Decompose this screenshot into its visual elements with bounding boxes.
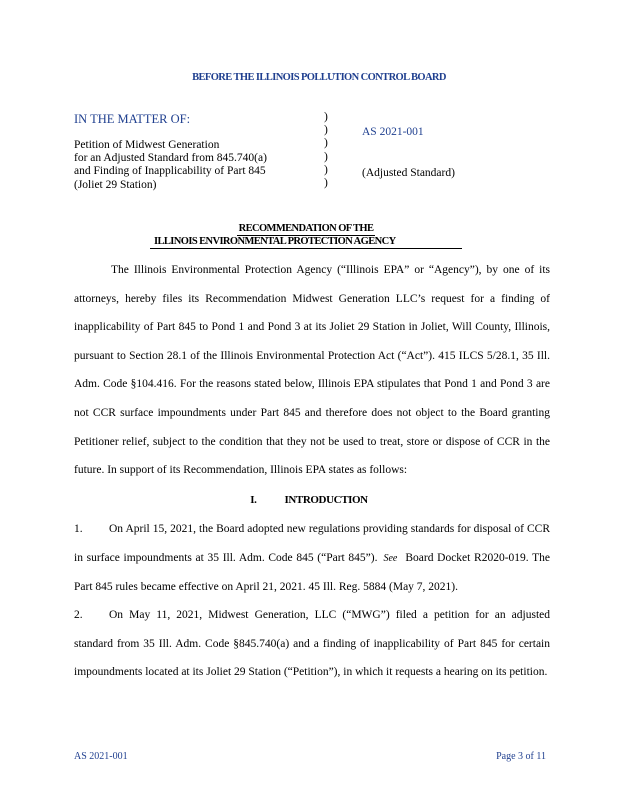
paren: ) xyxy=(324,163,328,176)
intro-paragraph xyxy=(74,256,550,485)
caption-line: Petition of Midwest Generation xyxy=(74,139,220,151)
section-number: I. xyxy=(250,494,257,506)
paren: ) xyxy=(324,176,328,189)
matter-label: IN THE MATTER OF: xyxy=(74,112,191,126)
footer-case-number: AS 2021-001 xyxy=(74,751,128,762)
citation-signal: See xyxy=(383,552,398,564)
numbered-paragraph-2 xyxy=(74,601,550,687)
numbered-paragraph-1 xyxy=(74,515,550,602)
paragraph-text: Board Docket R2020-019. The Part 845 rules became effective on April 21, 2021. 45 Ill. Reg. 5884 (May 7, 2021). xyxy=(74,551,551,594)
caption-line: for an Adjusted Standard from 845.740(a) xyxy=(74,152,267,165)
paren: ) xyxy=(324,111,328,123)
proceeding-type: (Adjusted Standard) xyxy=(362,167,455,179)
recommendation-heading-line2: ILLINOIS ENVIRONMENTAL PROTECTION AGENCY xyxy=(150,236,462,249)
section-heading xyxy=(0,494,618,506)
caption-line: and Finding of Inapplicability of Part 845 xyxy=(74,165,266,178)
caption-left xyxy=(74,113,304,192)
recommendation-heading-line1: RECOMMENDATION OF THE xyxy=(238,223,374,234)
board-title: BEFORE THE ILLINOIS POLLUTION CONTROL BOARD xyxy=(192,72,446,83)
caption-parentheses xyxy=(324,111,334,190)
intro-paragraph-text: The Illinois Environmental Protection Agency (“Illinois EPA” or “Agency”), by one of its attorneys, hereby files its Recommendation Midwest Generation LLC’s request for a finding of inapplicability of Part 845 to Pond 1 and Pond 3 at its Joliet 29 Station in Joliet, Will County, Illinois, pursuant to Section 28.1 of the Illinois Environmental Protection Act (“Act”). 415 ILCS 5/28.1, 35 Ill. Adm. Code §104.416. For the reasons stated below, Illinois EPA stipulates that Pond 1 and Pond 3 are not CCR surface impoundments under Part 845 and therefore does not object to the Board granting Petitioner relief, subject to the condition that they not be used to treat, store or dispose of CCR in the future. In support of its Recommendation, Illinois EPA states as follows: xyxy=(74,264,550,477)
paragraph-text: On May 11, 2021, Midwest Generation, LLC (“MWG”) filed a petition for an adjusted standard from 35 Ill. Adm. Code §845.740(a) and a finding of inapplicability of Part 845 for certain impoundments located at its Joliet 29 Station (“Petition”), in which it requests a hearing on its petition. xyxy=(74,609,550,679)
paren: ) xyxy=(324,137,328,150)
paragraph-text: On April 15, 2021, the Board adopted new regulations providing standards for disposal of CCR in surface impoundments at 35 Ill. Adm. Code 845 (“Part 845”). xyxy=(74,523,550,564)
caption-line: (Joliet 29 Station) xyxy=(74,178,157,191)
paragraph-number: 2. xyxy=(74,609,83,621)
section-title: INTRODUCTION xyxy=(284,494,368,506)
recommendation-heading xyxy=(150,223,462,249)
case-number: AS 2021-001 xyxy=(362,126,424,138)
footer-page-number: Page 3 of 11 xyxy=(496,751,546,762)
paren: ) xyxy=(324,150,328,163)
paragraph-number: 1. xyxy=(74,523,83,535)
paren: ) xyxy=(324,124,328,137)
